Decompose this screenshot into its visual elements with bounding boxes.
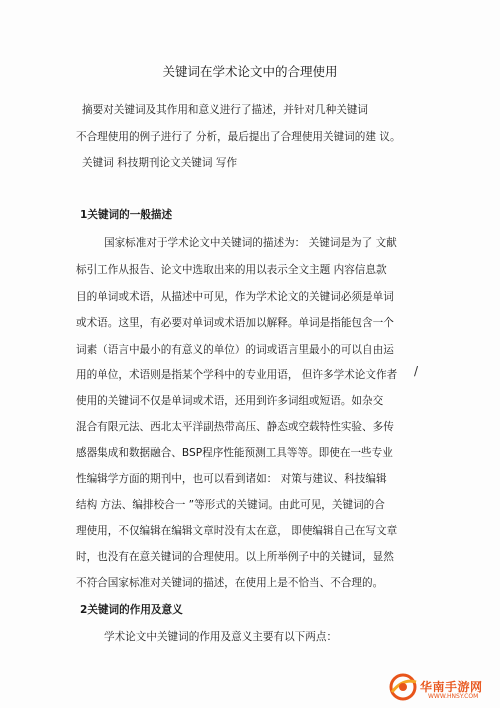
body-line: 使用的关键词不仅是单词或术语，还用到许多词组或短语。如杂交: [76, 395, 384, 407]
body-line: 国家标准对于学术论文中关键词的描述为： 关键词是为了 文献: [104, 237, 397, 249]
body-line: 用的单位，术语则是指某个学科中的专业用语， 但许多学术论文作者: [76, 369, 398, 381]
document-title: 关键词在学术论文中的合理使用: [162, 64, 338, 79]
abstract-line: 不合理使用的例子进行了 分析，最后提出了合理使用关键词的建 议。: [76, 131, 401, 143]
abstract-line: 摘要对关键词及其作用和意义进行了描述，并针对几种关键词: [82, 104, 369, 116]
body-line: 学术论文中关键词的作用及意义主要有以下两点：: [104, 631, 338, 643]
body-line: 理使用，不仅编辑在编辑文章时没有太在意， 即使编辑自己在写文章: [76, 525, 398, 537]
body-line: 性编辑学方面的期刊中，也可以看到诸如： 对策与建议、科技编辑: [76, 473, 387, 485]
keywords-line: 关键词 科技期刊论文关键词 写作: [82, 157, 238, 169]
body-line: 词素（语言中最小的有意义的单位）的词或语言里最小的可以自由运: [76, 344, 394, 356]
body-line: 不符合国家标准对关键词的描述，在使用上是不恰当、不合理的。: [76, 577, 384, 589]
body-line: 或术语。这里，有必要对单词或术语加以解释。单词是指能包含一个: [76, 317, 394, 329]
body-line: 时，也没有在意关键词的合理使用。以上所举例子中的关键词，显然: [76, 551, 394, 563]
section-heading: 1关键词的一般描述: [80, 209, 173, 221]
watermark-site: WWW.HNSY.COM: [428, 693, 479, 700]
body-line: 目的单词或术语，从描述中可见，作为学术论文的关键词必须是单词: [76, 291, 394, 303]
watermark-name: 华南手游网: [420, 680, 483, 694]
body-line: 混合有限元法、西北太平洋副热带高压、静态或空载特性实验、多传: [76, 421, 394, 433]
body-line: 结构 方法、编排校合一 ”等形式的关键词。由此可见，关键词的合: [76, 499, 385, 511]
watermark-logo-icon: [386, 670, 420, 704]
site-watermark: [386, 662, 496, 706]
margin-mark: /: [414, 364, 419, 378]
body-line: 标引工作从报告、论文中选取出来的用以表示全文主题 内容信息款: [76, 264, 387, 276]
body-line: 感器集成和数据融合、BSP程序性能预测工具等等。即使在一些专业: [76, 447, 393, 459]
section-heading: 2关键词的作用及意义: [80, 604, 183, 616]
